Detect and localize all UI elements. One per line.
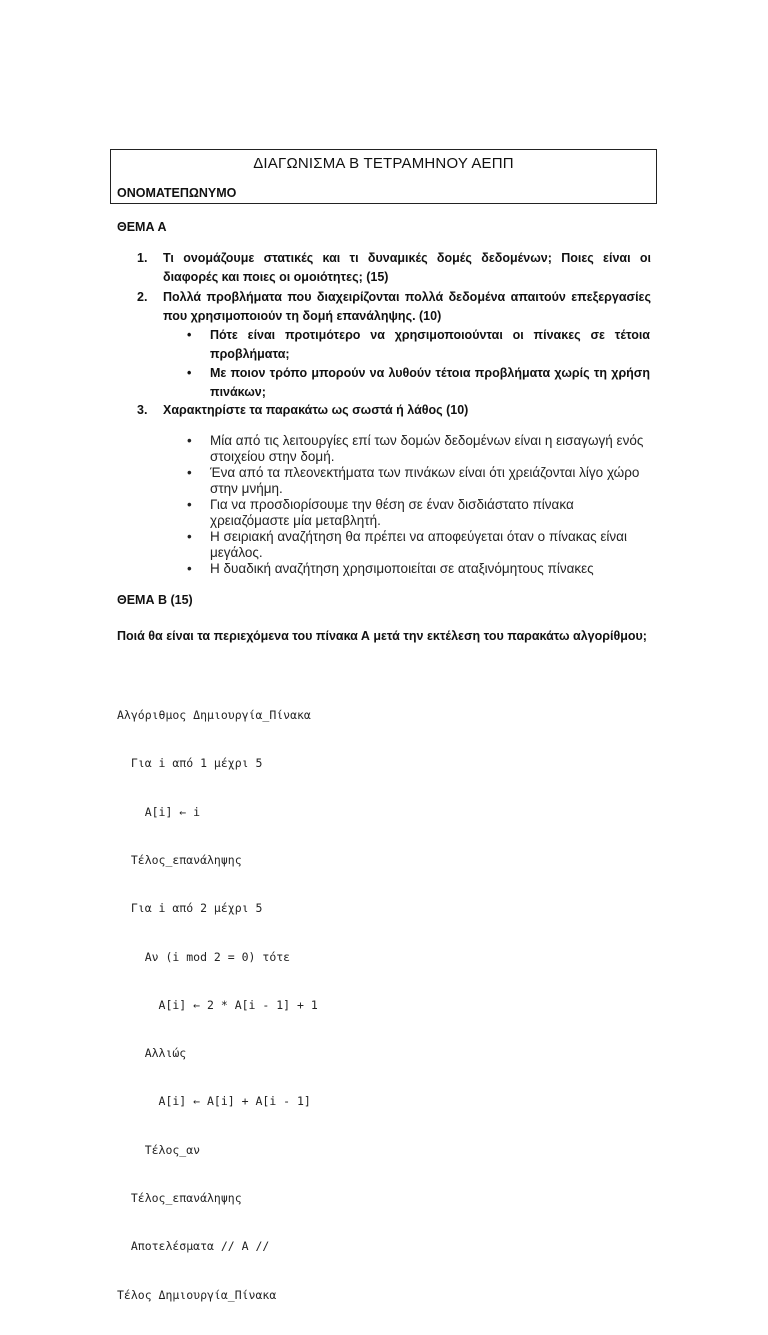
question-number: 3. xyxy=(137,403,148,417)
code-line: Αλλιώς xyxy=(117,1046,187,1061)
list-item-text: Μία από τις λειτουργίες επί των δομών δεδομένων είναι η εισαγωγή ενός στοιχείου στην δομή. xyxy=(210,433,644,464)
list-item-text: Με ποιον τρόπο μπορούν να λυθούν τέτοια προβλήματα χωρίς τη χρήση πινάκων; xyxy=(210,366,650,399)
code-line: A[i] ← i xyxy=(117,804,201,819)
bullet-icon: • xyxy=(187,561,192,576)
question-text: Τι ονομάζουμε στατικές και τι δυναμικές δομές δεδομένων; Ποιες είναι οι διαφορές και ποιες οι ομοιότητες; (15) xyxy=(163,251,651,284)
code-line: Αν (i mod 2 = 0) τότε xyxy=(117,949,291,964)
question-number: 2. xyxy=(137,290,148,304)
code-line: Τέλος_επανάληψης xyxy=(117,1191,242,1205)
bullet-icon: • xyxy=(187,497,192,512)
bullet-icon: • xyxy=(187,328,192,342)
list-item-text: Για να προσδιορίσουμε την θέση σε έναν δισδιάστατο πίνακα χρειαζόμαστε μία μεταβλητή. xyxy=(210,497,574,528)
question-1 xyxy=(137,249,651,289)
code-line: A[i] ← A[i] + A[i - 1] xyxy=(117,1094,311,1109)
list-item-text: Η δυαδική αναζήτηση χρησιμοποιείται σε αταξινόμητους πίνακες xyxy=(210,561,594,576)
bullet-icon: • xyxy=(187,529,192,544)
question-3 xyxy=(137,401,651,421)
code-line: Τέλος_επανάληψης xyxy=(117,853,242,868)
list-item-text: Πότε είναι προτιμότερο να χρησιμοποιούνται οι πίνακες σε τέτοια προβλήματα; xyxy=(210,328,650,361)
theme-b-prompt: Ποιά θα είναι τα περιεχόμενα του πίνακα Α μετά την εκτέλεση του παρακάτω αλγορίθμου; xyxy=(117,629,647,643)
code-line: Για i από 1 μέχρι 5 xyxy=(117,756,263,771)
algorithm-code xyxy=(117,675,318,1335)
theme-b-heading: ΘΕΜΑ Β (15) xyxy=(117,593,193,607)
question-text: Πολλά προβλήματα που διαχειρίζονται πολλά δεδομένα απαιτούν επεξεργασίες που χρησιμοποιούν τη δομή επανάληψης. (10) xyxy=(163,290,651,323)
question-number: 1. xyxy=(137,251,148,265)
page-title: ΔΙΑΓΩΝΙΣΜΑ Β ΤΕΤΡΑΜΗΝΟΥ ΑΕΠΠ xyxy=(253,155,514,172)
question-text: Χαρακτηρίστε τα παρακάτω ως σωστά ή λάθος (10) xyxy=(163,403,469,417)
code-line: Τέλος_αν xyxy=(117,1142,201,1157)
code-line: Αλγόριθμος Δημιουργία_Πίνακα xyxy=(117,708,311,723)
bullet-icon: • xyxy=(187,465,192,480)
question-2 xyxy=(137,288,651,328)
header-box xyxy=(110,149,657,204)
list-item-text: Η σειριακή αναζήτηση θα πρέπει να αποφεύγεται όταν ο πίνακας είναι μεγάλος. xyxy=(210,529,627,560)
name-label: ΟΝΟΜΑΤΕΠΩΝΥΜΟ xyxy=(117,186,237,200)
bullet-icon: • xyxy=(187,366,192,380)
code-line: Για i από 2 μέχρι 5 xyxy=(117,901,263,916)
bullet-icon: • xyxy=(187,433,192,448)
code-line: Αποτελέσματα // A // xyxy=(117,1239,270,1254)
theme-a-heading: ΘΕΜΑ Α xyxy=(117,220,167,234)
list-item-text: Ένα από τα πλεονεκτήματα των πινάκων είναι ότι χρειάζονται λίγο χώρο στην μνήμη. xyxy=(210,465,640,496)
code-line: Τέλος Δημιουργία_Πίνακα xyxy=(117,1287,277,1302)
code-line: A[i] ← 2 * A[i - 1] + 1 xyxy=(117,997,318,1012)
